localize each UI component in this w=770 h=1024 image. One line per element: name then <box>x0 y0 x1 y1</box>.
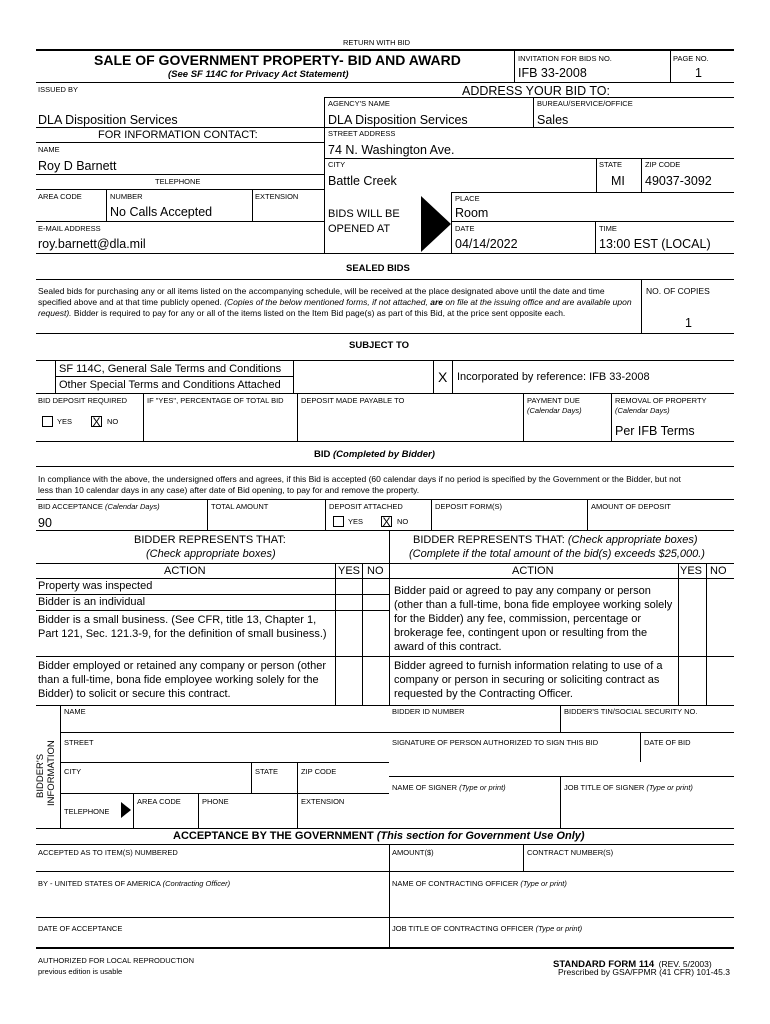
standard-form-name: STANDARD FORM 114 (REV. 5/2003) <box>553 959 712 970</box>
bid-acceptance-value[interactable]: 90 <box>38 516 52 530</box>
bidder-phone-label: PHONE <box>202 797 229 806</box>
page-no-value[interactable]: 1 <box>695 66 702 80</box>
bureau-label: BUREAU/SERVICE/OFFICE <box>537 99 633 108</box>
total-amount-label: TOTAL AMOUNT <box>211 502 269 511</box>
right-row-furnish: Bidder agreed to furnish information relating to use of a company or person in securing or soliciting contract as requested by the Contracting Officer. <box>394 660 663 700</box>
deposit-required-label: BID DEPOSIT REQUIRED <box>38 396 128 405</box>
place-value[interactable]: Room <box>455 206 489 220</box>
payment-due-label: PAYMENT DUE <box>527 396 580 405</box>
bureau-value[interactable]: Sales <box>537 113 569 127</box>
bidder-id-label: BIDDER ID NUMBER <box>392 707 465 716</box>
left-action-label: ACTION <box>164 565 206 577</box>
signer-name-label: NAME OF SIGNER (Type or print) <box>392 783 506 792</box>
date-of-acceptance-label: DATE OF ACCEPTANCE <box>38 924 123 933</box>
right-no-label: NO <box>710 565 727 577</box>
removal-value[interactable]: Per IFB Terms <box>615 424 695 438</box>
represents-right-sub: (Complete if the total amount of the bid(s) exceeds $25,000.) <box>409 548 705 560</box>
form-subtitle: (See SF 114C for Privacy Act Statement) <box>168 69 349 80</box>
deposit-attached-label: DEPOSIT ATTACHED <box>329 502 403 511</box>
deposit-attached-yes-checkbox[interactable] <box>333 516 344 527</box>
contact-name-label: NAME <box>38 145 60 154</box>
left-yes-label: YES <box>338 565 361 577</box>
return-with-bid: RETURN WITH BID <box>343 38 411 47</box>
bidder-city-label: CITY <box>64 767 82 776</box>
deposit-attached-no-checkbox[interactable]: X <box>382 515 391 529</box>
left-row-employed: Bidder employed or retained any company or person (other than a full-time, bona fide employee working solely for the Bidder) to solicit or secure this contract. <box>38 660 326 700</box>
copies-value[interactable]: 1 <box>685 316 692 330</box>
email-label: E-MAIL ADDRESS <box>38 224 101 233</box>
payable-to-label: DEPOSIT MADE PAYABLE TO <box>301 396 405 405</box>
agency-name-value[interactable]: DLA Disposition Services <box>328 113 468 127</box>
subject-to-heading: SUBJECT TO <box>349 340 410 351</box>
officer-title-label: JOB TITLE OF CONTRACTING OFFICER (Type or print) <box>392 924 583 933</box>
bidder-street-label: STREET <box>64 738 94 747</box>
bidders-info-vertical-1: BIDDER'S <box>35 753 46 798</box>
right-row-paid: Bidder paid or agreed to pay any company or person (other than a full-time, bona fide employee working solely for the Bidder) any fee, commission, percentage or brokerage fee, contingent upon or resulting from the award of this contract. <box>394 585 673 653</box>
phone-number-value[interactable]: No Calls Accepted <box>110 205 213 219</box>
contact-heading: FOR INFORMATION CONTACT: <box>98 129 258 141</box>
open-time-label: TIME <box>599 224 617 233</box>
right-action-label: ACTION <box>512 565 554 577</box>
payment-due-sub: (Calendar Days) <box>527 406 582 415</box>
date-of-bid-label: DATE OF BID <box>644 738 691 747</box>
sealed-bids-heading: SEALED BIDS <box>346 263 410 274</box>
address-heading: ADDRESS YOUR BID TO: <box>462 84 610 98</box>
state-value[interactable]: MI <box>611 174 625 188</box>
city-value[interactable]: Battle Creek <box>328 174 397 188</box>
bidder-state-label: STATE <box>255 767 279 776</box>
deposit-yes-label: YES <box>57 417 73 426</box>
right-yes-label: YES <box>680 565 703 577</box>
arrow-right-icon <box>421 196 451 252</box>
bidder-tin-label: BIDDER'S TIN/SOCIAL SECURITY NO. <box>564 707 698 716</box>
email-value[interactable]: roy.barnett@dla.mil <box>38 237 146 251</box>
left-row-small-business: Bidder is a small business. (See CFR, title 13, Chapter 1, Part 121, Sec. 121.3-9, for the definition of small business.) <box>38 614 327 640</box>
state-label: STATE <box>599 160 623 169</box>
bidders-info-vertical-2: INFORMATION <box>46 740 57 806</box>
bidder-zip-label: ZIP CODE <box>301 767 337 776</box>
subject-item-1: SF 114C, General Sale Terms and Conditions <box>59 363 282 375</box>
telephone-heading: TELEPHONE <box>155 177 201 186</box>
open-date-label: DATE <box>455 224 475 233</box>
bids-opened-line2: OPENED AT <box>328 223 391 235</box>
city-label: CITY <box>328 160 346 169</box>
page-no-label: PAGE NO. <box>673 54 709 63</box>
prescribed-by: Prescribed by GSA/FPMR (41 CFR) 101-45.3 <box>558 967 730 977</box>
extension-label: EXTENSION <box>255 192 299 201</box>
signer-title-label: JOB TITLE OF SIGNER (Type or print) <box>564 783 693 792</box>
contract-number-label: CONTRACT NUMBER(S) <box>527 848 614 857</box>
represents-left-sub: (Check appropriate boxes) <box>146 548 276 560</box>
sealed-bids-text: Sealed bids for purchasing any or all items listed on the accompanying schedule, will be received at the place designated above until the date and time specified above and at that time publicly opened. (Copies of the below mentioned forms, if not attached, are on file at the issuing office and are available upon request). Bidder is required to pay for any or all of the items listed on the Item Bid page(s) as part of this Bid, at the price sent opposite each. <box>38 286 632 318</box>
bids-opened-line1: BIDS WILL BE <box>328 208 400 220</box>
open-time-value[interactable]: 13:00 EST (LOCAL) <box>599 237 711 251</box>
street-address-value[interactable]: 74 N. Washington Ave. <box>328 143 455 157</box>
bidder-area-code-label: AREA CODE <box>137 797 181 806</box>
street-address-label: STREET ADDRESS <box>328 129 396 138</box>
deposit-forms-label: DEPOSIT FORM(S) <box>435 502 502 511</box>
represents-left-heading: BIDDER REPRESENTS THAT: <box>134 534 286 546</box>
bidder-telephone-label: TELEPHONE <box>64 807 110 816</box>
deposit-yes-checkbox[interactable] <box>42 416 53 427</box>
bid-acceptance-label: BID ACCEPTANCE (Calendar Days) <box>38 502 160 511</box>
issued-by-label: ISSUED BY <box>38 85 79 94</box>
subject-item-2: Other Special Terms and Conditions Attached <box>59 379 281 391</box>
issued-by-value[interactable]: DLA Disposition Services <box>38 113 178 127</box>
ifb-number[interactable]: IFB 33-2008 <box>518 66 587 80</box>
agency-name-label: AGENCY'S NAME <box>328 99 390 108</box>
previous-edition: previous edition is usable <box>38 967 123 976</box>
officer-name-label: NAME OF CONTRACTING OFFICER (Type or print) <box>392 879 567 888</box>
amount-label: AMOUNT($) <box>392 848 434 857</box>
incorporated-checkbox[interactable]: X <box>438 369 448 385</box>
zip-code-label: ZIP CODE <box>645 160 681 169</box>
deposit-attached-no-label: NO <box>397 517 409 526</box>
left-row-individual: Bidder is an individual <box>38 596 146 608</box>
bid-heading: BID (Completed by Bidder) <box>314 449 435 460</box>
compliance-text: In compliance with the above, the undersigned offers and agrees, if this Bid is accepted (60 calendar days if no period is specified by the Government or the Bidder, but not less than 10 calendar days in any case) after date of Bid opening, to pay for and remove the property. <box>38 474 681 495</box>
signature-label: SIGNATURE OF PERSON AUTHORIZED TO SIGN THIS BID <box>392 738 599 747</box>
copies-label: NO. OF COPIES <box>646 286 710 296</box>
incorporated-text: Incorporated by reference: IFB 33-2008 <box>457 371 650 383</box>
bidder-name-label: NAME <box>64 707 86 716</box>
open-date-value[interactable]: 04/14/2022 <box>455 237 518 251</box>
number-label: NUMBER <box>110 192 143 201</box>
bidder-extension-label: EXTENSION <box>301 797 345 806</box>
triangle-right-icon <box>121 802 131 818</box>
zip-code-value[interactable]: 49037-3092 <box>645 174 712 188</box>
amount-deposit-label: AMOUNT OF DEPOSIT <box>591 502 671 511</box>
by-usa-label: BY - UNITED STATES OF AMERICA (Contracting Officer) <box>38 879 231 888</box>
deposit-no-label: NO <box>107 417 119 426</box>
accepted-items-label: ACCEPTED AS TO ITEM(S) NUMBERED <box>38 848 178 857</box>
percentage-label: IF "YES", PERCENTAGE OF TOTAL BID <box>147 396 284 405</box>
form-title: SALE OF GOVERNMENT PROPERTY- BID AND AWARD <box>94 52 461 68</box>
place-label: PLACE <box>455 194 480 203</box>
deposit-no-checkbox[interactable]: X <box>92 415 101 429</box>
left-row-inspected: Property was inspected <box>38 580 153 592</box>
acceptance-heading: ACCEPTANCE BY THE GOVERNMENT (This section for Government Use Only) <box>173 830 585 842</box>
removal-sub: (Calendar Days) <box>615 406 670 415</box>
removal-label: REMOVAL OF PROPERTY <box>615 396 707 405</box>
deposit-attached-yes-label: YES <box>348 517 364 526</box>
represents-right-heading: BIDDER REPRESENTS THAT: (Check appropriate boxes) <box>413 534 698 546</box>
ifb-label: INVITATION FOR BIDS NO. <box>518 54 612 63</box>
area-code-label: AREA CODE <box>38 192 82 201</box>
contact-name-value[interactable]: Roy D Barnett <box>38 159 117 173</box>
authorized-reproduction: AUTHORIZED FOR LOCAL REPRODUCTION <box>38 956 194 965</box>
left-no-label: NO <box>367 565 384 577</box>
